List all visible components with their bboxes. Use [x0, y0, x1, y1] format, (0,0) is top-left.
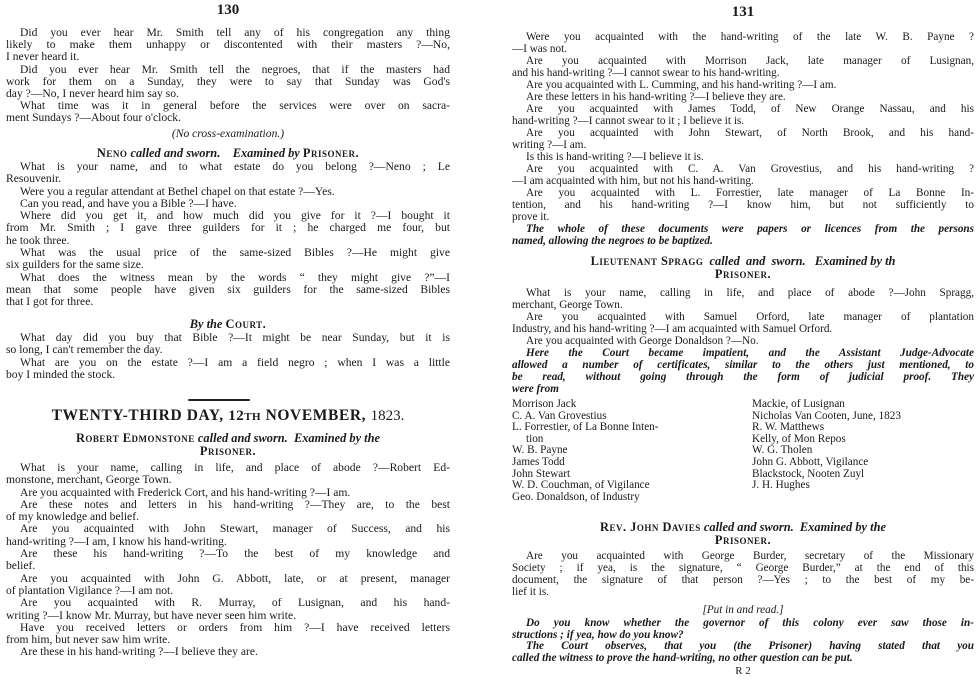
text-line: —I am acquainted with him, but not his hand-writing. [512, 175, 754, 187]
paragraph [512, 550, 974, 598]
text-line: and his hand-writing ?—I cannot swear to his hand-writing. [512, 67, 780, 79]
text-line: prove it. [512, 211, 550, 223]
paragraph [512, 55, 974, 79]
list-item: W. D. Couchman, of Vigilance [512, 479, 650, 492]
text-line: What is your name, calling in life, and place of abode ?—John Spragg, [526, 287, 974, 299]
paragraph [6, 523, 450, 548]
text-line: Can you read, and have you a Bible ?—I have. [20, 196, 237, 210]
text-line: Here the Court became impatient, and the Assistant Judge-Advocate [526, 347, 974, 359]
paragraph [6, 646, 450, 658]
section-heading [6, 432, 450, 459]
text-line: so long, I can't remember the day. [6, 343, 163, 357]
text-line: from Mr. Smith ; I gave three guilders for it ; he charged me four, but [6, 221, 450, 235]
text-line: What day did you buy that Bible ?—It might be near Sunday, but it is [20, 331, 450, 344]
text-line: tention, and his hand-writing ?—I know him, but not sufficiently to [512, 199, 974, 211]
text-line: mean that some people have given six guilders for the same-sized Bibles [6, 282, 450, 296]
page-number: 130 [216, 2, 240, 18]
signature-mark: R 2 [735, 665, 751, 677]
list-item: W. G. Tholen [752, 444, 813, 457]
text-line: Are these letters in his hand-writing ?—I believe they are. [526, 91, 786, 103]
text-line: merchant, George Town. [512, 299, 623, 311]
section-heading [512, 255, 974, 282]
text-line: hand-writing ?—I am, I know his hand-writing. [6, 534, 227, 548]
heading-segment: 1823. [370, 408, 405, 424]
page-number: 131 [731, 4, 755, 20]
text-line: boy I minded the stock. [6, 367, 116, 381]
text-line: What are you on the estate ?—I am a field negro ; when I was a little [20, 355, 450, 369]
section-heading [6, 147, 450, 160]
text-block [512, 618, 974, 664]
paragraph [6, 161, 450, 186]
list-item: James Todd [512, 455, 565, 468]
heading-segment: Court. [225, 317, 267, 331]
text-line: Are these his hand-writing ?—To the best of my knowledge and [20, 547, 450, 561]
paragraph [6, 622, 450, 647]
text-line: Were you a regular attendant at Bethel chapel on that estate ?—Yes. [20, 184, 335, 198]
right-page [512, 0, 974, 680]
list-item: John G. Abbott, Vigilance [752, 455, 869, 468]
list-column [512, 399, 752, 503]
text-line: Society ; if yea, is the signature, “ George Burder,” at the end of this [512, 562, 974, 574]
text-line: Is this is hand-writing ?—I believe it is. [526, 151, 704, 163]
heading-segment: Prisoner. [199, 444, 257, 459]
text-line: Are you acquainted with James Todd, of New Orange Nassau, and his [526, 103, 974, 115]
heading-row [512, 534, 974, 547]
heading-segment: called and sworn. Examined by the [700, 520, 886, 534]
text-block [512, 550, 974, 598]
paragraph [6, 100, 450, 124]
text-line: Are you acquainted with Frederick Cort, and his hand-writing ?—I am. [20, 485, 351, 499]
text-line: Are you acquainted with Morrison Jack, late manager of Lusignan, [526, 55, 974, 67]
text-line: Are you acquainted with John G. Abbott, late, or at present, manager [20, 571, 450, 585]
section-heading [512, 521, 974, 548]
paragraph [512, 187, 974, 223]
text-line: Do you know whether the governor of this colony ever saw those in- [526, 617, 974, 629]
text-line: named, allowing the negroes to be baptized. [512, 235, 713, 247]
text-line: belief. [6, 559, 36, 573]
list-item: Mackie, of Lusignan [752, 398, 845, 410]
text-line: writing ?—I am. [512, 139, 587, 151]
text-line: writing ?—I know Mr. Murray, but have never seen him write. [6, 608, 296, 622]
text-line: hand-writing ?—I cannot swear to it ; I believe it is. [512, 115, 745, 127]
text-line: he took three. [6, 233, 70, 247]
list-item: Geo. Donaldson, of Industry [512, 490, 640, 503]
text-line: The Court observes, that you (the Prisoner) having stated that you [526, 640, 974, 653]
text-line: Are you acquainted with L. Cumming, and his hand-writing ?—I am. [526, 79, 837, 91]
heading-segment: 12th [228, 408, 262, 424]
text-line: What was the usual price of the same-sized Bibles ?—He might give [20, 246, 450, 260]
paragraph [6, 597, 450, 622]
paragraph [512, 31, 974, 55]
text-line: from him, but never saw him write. [6, 633, 171, 647]
heading-segment: Neno [96, 146, 128, 160]
heading-segment: called and sworn. Examined by [127, 146, 303, 160]
paragraph [512, 311, 974, 335]
text-line: work for them on a Sunday, they were to say that Sunday was God's [6, 74, 450, 88]
text-line: Are you acquainted with George Burder, secretary of the Missionary [526, 550, 974, 562]
name-list [512, 399, 974, 503]
paragraph [6, 210, 450, 247]
text-line: be read, without going through the form of judicial proof. They [512, 371, 974, 383]
paragraph [6, 247, 450, 272]
centered-note: [Put in and read.] [702, 604, 784, 616]
text-line: Are you acquainted with R. Murray, of Lusignan, and his hand- [20, 596, 450, 610]
heading-segment: called and sworn. Examined by th [703, 254, 896, 268]
heading-segment: NOVEMBER, [261, 407, 371, 424]
text-line: six guilders for the same size. [6, 258, 144, 272]
heading-segment: TWENTY-THIRD DAY, [51, 407, 229, 424]
text-line: What is your name, calling in life, and place of abode ?—Robert Ed- [20, 461, 450, 474]
text-line: monstone, merchant, George Town. [6, 473, 172, 487]
heading-segment: Prisoner. [302, 146, 360, 160]
list-item: John Stewart [512, 467, 571, 480]
heading-row [6, 432, 450, 445]
italic-paragraph [512, 223, 974, 247]
section-heading [6, 408, 450, 424]
paragraph [6, 27, 450, 64]
text-block [6, 462, 450, 659]
list-item: Blackstock, Nooten Zuyl [752, 467, 865, 480]
text-line: The whole of these documents were papers or licences from the persons [526, 223, 974, 235]
heading-row [6, 147, 450, 160]
section-heading [6, 318, 450, 331]
heading-segment: Robert Edmonstone [75, 431, 195, 445]
text-block [512, 287, 974, 395]
heading-row [512, 255, 974, 268]
text-line: Did you ever hear Mr. Smith tell any of his congregation any thing [20, 26, 450, 39]
heading-segment: Lieutenant Spragg [590, 254, 704, 268]
heading-row [6, 318, 450, 331]
list-column [752, 399, 974, 503]
italic-paragraph [512, 618, 974, 641]
text-line: Where did you get it, and how much did you give for it ?—I bought it [20, 209, 450, 223]
text-line: Are these in his hand-writing ?—I believe they are. [20, 645, 258, 659]
paragraph [512, 163, 974, 187]
italic-paragraph [512, 347, 974, 395]
list-item: C. A. Van Grovestius [512, 409, 607, 422]
text-line: Resouvenir. [6, 172, 62, 186]
heading-row [512, 521, 974, 534]
text-line: lief it is. [512, 586, 549, 598]
list-item: Morrison Jack [512, 398, 577, 410]
list-item: L. Forrestier, of La Bonne Inten- [512, 421, 659, 434]
italic-paragraph [512, 641, 974, 664]
text-line: of my knowledge and belief. [6, 510, 139, 524]
text-line: —I was not. [512, 43, 567, 55]
heading-segment: called and sworn. Examined by the [194, 431, 381, 445]
text-line: Are you acquainted with C. A. Van Grovestius, and his hand-writing ? [526, 163, 974, 175]
list-item: Kelly, of Mon Repos [752, 432, 846, 445]
text-line: Are these notes and letters in his hand-writing ?—They are, to the best [20, 497, 450, 511]
text-line: that I got for three. [6, 295, 94, 309]
heading-row [512, 268, 974, 281]
paragraph [6, 357, 450, 382]
text-line: called the witness to prove the hand-writing, no other question can be put. [512, 651, 853, 664]
paragraph [512, 151, 974, 163]
paragraph [6, 462, 450, 487]
paragraph [512, 91, 974, 103]
text-line: Have you received letters or orders from him ?—I have received letters [20, 620, 450, 634]
paragraph [6, 499, 450, 524]
text-line: allowed a number of certificates, similar to the others just mentioned, to [512, 359, 974, 371]
paragraph [512, 335, 974, 347]
paragraph [6, 272, 450, 309]
text-line: were from [512, 383, 559, 395]
text-line: Are you acquainted with John Stewart, of North Brook, and his hand- [526, 127, 974, 139]
text-line: of plantation Vigilance ?—I am not. [6, 583, 174, 597]
text-block [6, 332, 450, 381]
centered-note: (No cross-examination.) [171, 127, 285, 140]
heading-segment: Prisoner. [714, 267, 772, 282]
text-block [6, 161, 450, 309]
text-line: ment Sundays ?—About four o'clock. [6, 111, 181, 125]
section-divider [188, 399, 250, 401]
text-line: Industry, and his hand-writing ?—I am acquainted with Samuel Orford. [512, 323, 833, 335]
list-item: J. H. Hughes [752, 479, 810, 492]
text-line: Are you acquainted with L. Forrestier, late manager of La Bonne In- [526, 187, 974, 199]
heading-row [6, 408, 450, 424]
text-block [512, 31, 974, 247]
text-line: Were you acquainted with the hand-writing of the late W. B. Payne ? [526, 31, 974, 43]
text-line: document, the signature of that person ?—Yes ; to the best of my be- [512, 574, 974, 586]
text-line: Are you acquainted with Samuel Orford, late manager of plantation [526, 311, 974, 323]
paragraph [512, 287, 974, 311]
text-line: structions ; if yea, how do you know? [512, 628, 684, 641]
left-page [6, 0, 450, 680]
paragraph [6, 64, 450, 101]
paragraph [6, 332, 450, 357]
text-line: Did you ever hear Mr. Smith tell the negroes, that if the masters had [20, 62, 450, 76]
paragraph [6, 548, 450, 573]
paragraph [512, 127, 974, 151]
text-line: What time was it in general before the services were over on sacra- [20, 99, 450, 113]
text-line: I never heard it. [6, 50, 80, 64]
text-line: What does the witness mean by the words “ they might give ?”—I [20, 270, 450, 284]
heading-segment: By the [189, 317, 226, 331]
text-block [6, 27, 450, 125]
text-line: Are you acquainted with John Stewart, manager of Success, and his [20, 522, 450, 536]
heading-segment: Rev. John Davies [600, 520, 701, 534]
paragraph [512, 103, 974, 127]
text-line: Are you acquainted with George Donaldson ?—No. [526, 335, 759, 347]
text-line: likely to make them unhappy or discontented with their masters ?—No, [6, 38, 450, 52]
list-item: R. W. Matthews [752, 421, 825, 434]
list-item: Nicholas Van Cooten, June, 1823 [752, 409, 901, 422]
paragraph [6, 573, 450, 598]
text-line: day ?—No, I never heard him say so. [6, 87, 179, 101]
heading-segment: Prisoner. [714, 533, 772, 548]
heading-row [6, 445, 450, 458]
list-item: tion [526, 432, 544, 445]
paragraph [512, 79, 974, 91]
text-line: What is your name, and to what estate do you belong ?—Neno ; Le [20, 160, 450, 173]
list-item: W. B. Payne [512, 444, 568, 457]
